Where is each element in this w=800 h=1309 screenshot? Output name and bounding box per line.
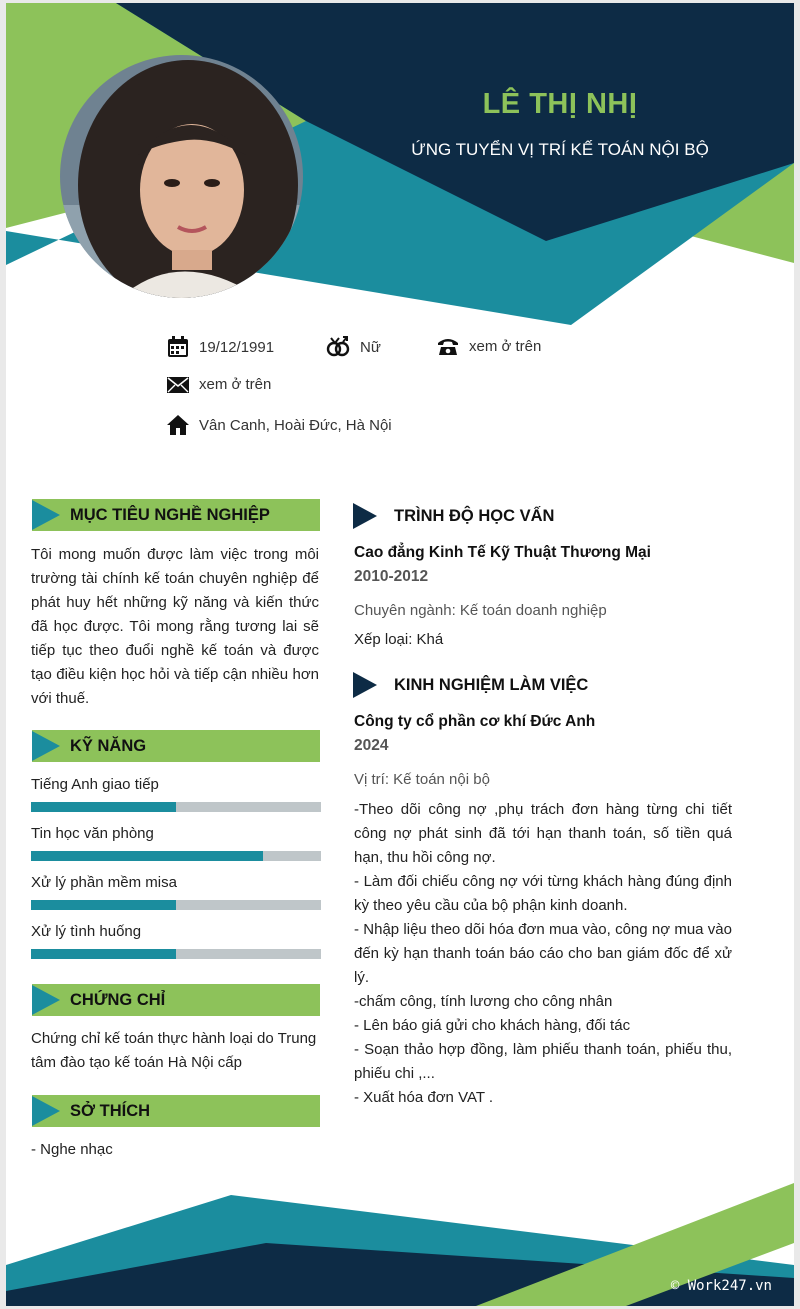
education-major: Chuyên ngành: Kế toán doanh nghiệp bbox=[354, 602, 607, 619]
experience-line: - Soạn thảo hợp đồng, làm phiếu thanh toán, phiếu thu, phiếu chi ,... bbox=[354, 1041, 732, 1082]
skill-bar bbox=[31, 949, 321, 959]
section-arrow-icon bbox=[32, 731, 62, 761]
certificates-text: Chứng chỉ kế toán thực hành loại do Trung tâm đào tạo kế toán Hà Nội cấp bbox=[31, 1030, 317, 1071]
experience-company: Công ty cổ phần cơ khí Đức Anh bbox=[354, 713, 596, 730]
experience-line: -Theo dõi công nợ ,phụ trách đơn hàng từng chi tiết công nợ phát sinh đã tới hạn thanh toán, số tiền quá hạn, thu hồi công nợ. bbox=[354, 801, 732, 866]
skill-label: Xử lý phần mềm misa bbox=[31, 874, 177, 891]
applied-position: ỨNG TUYỂN VỊ TRÍ KẾ TOÁN NỘI BỘ bbox=[411, 140, 709, 159]
gender-icon bbox=[326, 336, 350, 358]
skills-heading: KỸ NĂNG bbox=[32, 730, 320, 762]
section-arrow-icon bbox=[32, 1096, 62, 1126]
education-school: Cao đẳng Kinh Tế Kỹ Thuật Thương Mại bbox=[354, 544, 651, 561]
education-grade: Xếp loại: Khá bbox=[354, 631, 444, 648]
address-info bbox=[167, 415, 392, 435]
skill-bar bbox=[31, 900, 321, 910]
gender-value: Nữ bbox=[360, 338, 381, 356]
birthday-value: 19/12/1991 bbox=[199, 338, 275, 356]
experience-line: - Làm đối chiếu công nợ với từng khách hàng đúng định kỳ theo yêu cầu của bộ phận kinh doanh. bbox=[354, 873, 732, 914]
skill-bar bbox=[31, 802, 321, 812]
phone-info bbox=[437, 336, 541, 356]
birthday-info bbox=[167, 336, 274, 358]
objective-text: Tôi mong muốn được làm việc trong môi trường tài chính kế toán chuyên nghiệp để phát huy hết những kỹ năng và kiến thức đã học được. Tôi mong rằng tương lai sẽ tiếp tục theo đuổi nghề kế toán và được tạo điều kiện học hỏi và tiếp cận nhiều hơn với thuế. bbox=[31, 546, 319, 707]
section-arrow-icon bbox=[32, 985, 62, 1015]
objective-heading: MỤC TIÊU NGHỀ NGHIỆP bbox=[32, 499, 320, 531]
calendar-icon bbox=[167, 336, 189, 358]
home-icon bbox=[167, 415, 189, 435]
experience-line: - Lên báo giá gửi cho khách hàng, đối tác bbox=[354, 1017, 631, 1034]
envelope-icon bbox=[167, 377, 189, 393]
cv-page bbox=[6, 3, 794, 1306]
skill-label: Tin học văn phòng bbox=[31, 825, 154, 842]
certificates-heading: CHỨNG CHỈ bbox=[32, 984, 320, 1016]
profile-photo bbox=[60, 55, 303, 298]
phone-icon bbox=[437, 336, 459, 356]
phone-value: xem ở trên bbox=[469, 337, 542, 355]
email-info bbox=[167, 376, 271, 393]
email-value: xem ở trên bbox=[199, 376, 272, 393]
experience-description bbox=[354, 798, 732, 1110]
experience-line: -chấm công, tính lương cho công nhân bbox=[354, 993, 613, 1010]
experience-line: - Nhập liệu theo dõi hóa đơn mua vào, công nợ mua vào đến kỳ hạn thanh toán báo cáo cho ban giám đốc để xử lý. bbox=[354, 921, 732, 986]
skill-label: Tiếng Anh giao tiếp bbox=[31, 776, 159, 793]
candidate-name: LÊ THỊ NHỊ bbox=[482, 88, 638, 120]
experience-role: Vị trí: Kế toán nội bộ bbox=[354, 771, 490, 788]
education-years: 2010-2012 bbox=[354, 568, 429, 585]
footer-credit: © Work247.vn bbox=[670, 1278, 772, 1294]
education-heading: TRÌNH ĐỘ HỌC VẤN bbox=[353, 500, 733, 532]
experience-year: 2024 bbox=[354, 737, 389, 754]
address-value: Vân Canh, Hoài Đức, Hà Nội bbox=[199, 416, 392, 434]
experience-line: - Xuất hóa đơn VAT . bbox=[354, 1089, 494, 1106]
gender-info bbox=[326, 336, 381, 358]
hobbies-heading: SỞ THÍCH bbox=[32, 1095, 320, 1127]
section-arrow-icon bbox=[32, 500, 62, 530]
skill-label: Xử lý tình huống bbox=[31, 923, 142, 940]
hobbies-text: - Nghe nhạc bbox=[31, 1141, 113, 1158]
experience-heading: KINH NGHIỆM LÀM VIỆC bbox=[353, 669, 733, 701]
skill-bar bbox=[31, 851, 321, 861]
section-arrow-icon bbox=[353, 503, 379, 529]
section-arrow-icon bbox=[353, 672, 379, 698]
